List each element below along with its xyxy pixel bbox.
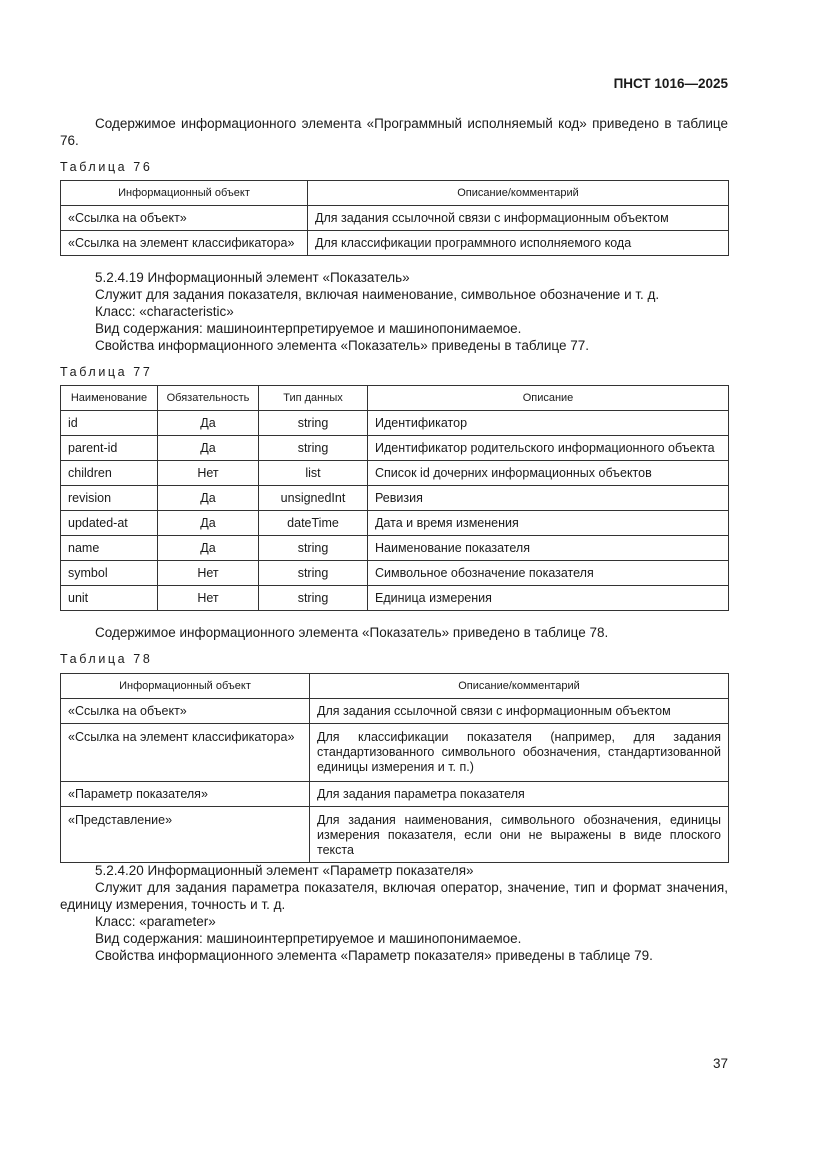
- table-header-row: [61, 674, 729, 699]
- table-cell: parent-id: [61, 436, 158, 461]
- section-heading-5-2-4-20: 5.2.4.20 Информационный элемент «Параметр показателя»: [95, 863, 474, 878]
- table-76: [60, 180, 729, 256]
- table-cell: Дата и время изменения: [368, 511, 729, 536]
- table-row: [61, 536, 729, 561]
- table-cell: Для задания ссылочной связи с информационным объектом: [310, 699, 729, 724]
- table-row: [61, 411, 729, 436]
- table-cell: Да: [158, 486, 259, 511]
- table-cell: revision: [61, 486, 158, 511]
- page-number: 37: [712, 1056, 728, 1071]
- section-purpose-line: Служит для задания показателя, включая наименование, символьное обозначение и т. д.: [95, 287, 660, 302]
- section-class-line: Класс: «parameter»: [95, 914, 216, 929]
- table-cell: string: [259, 411, 368, 436]
- table-cell: Наименование показателя: [368, 536, 729, 561]
- table-cell: list: [259, 461, 368, 486]
- table-row: [61, 807, 729, 863]
- table-row: [61, 724, 729, 782]
- table-cell: Да: [158, 411, 259, 436]
- column-header: Описание: [368, 386, 729, 411]
- document-code: ПНСТ 1016—2025: [613, 76, 728, 91]
- table-cell: string: [259, 536, 368, 561]
- table-cell: Да: [158, 536, 259, 561]
- table-row: [61, 782, 729, 807]
- column-header: Тип данных: [259, 386, 368, 411]
- table-cell: «Ссылка на элемент классификатора»: [61, 724, 310, 782]
- column-header: Информационный объект: [61, 181, 308, 206]
- table-cell: «Представление»: [61, 807, 310, 863]
- section-props-ref-line: Свойства информационного элемента «Показатель» приведены в таблице 77.: [95, 338, 589, 353]
- table-77-caption: Таблица 77: [60, 365, 153, 379]
- column-header: Обязательность: [158, 386, 259, 411]
- table-row: [61, 586, 729, 611]
- table-cell: Для задания параметра показателя: [310, 782, 729, 807]
- table-cell: string: [259, 561, 368, 586]
- section-content-kind-line: Вид содержания: машиноинтерпретируемое и машинопонимаемое.: [95, 321, 522, 336]
- table-cell: children: [61, 461, 158, 486]
- table-cell: Для классификации программного исполняемого кода: [308, 231, 729, 256]
- section-content-kind-line: Вид содержания: машиноинтерпретируемое и машинопонимаемое.: [95, 931, 522, 946]
- table-cell: Нет: [158, 461, 259, 486]
- section-purpose-paragraph: Служит для задания параметра показателя, включая оператор, значение, тип и формат значения, единицу измерения, точность и т. д.: [60, 880, 728, 912]
- table-cell: unsignedInt: [259, 486, 368, 511]
- intro-paragraph-table-76: Содержимое информационного элемента «Программный исполняемый код» приведено в таблице 76.: [60, 116, 728, 148]
- table-row: [61, 486, 729, 511]
- table-cell: «Ссылка на объект»: [61, 699, 310, 724]
- column-header: Информационный объект: [61, 674, 310, 699]
- table-cell: updated-at: [61, 511, 158, 536]
- table-cell: dateTime: [259, 511, 368, 536]
- section-props-ref-line: Свойства информационного элемента «Параметр показателя» приведены в таблице 79.: [95, 948, 653, 963]
- table-78: [60, 673, 729, 863]
- table-row: [61, 206, 729, 231]
- table-cell: «Ссылка на элемент классификатора»: [61, 231, 308, 256]
- table-cell: Ревизия: [368, 486, 729, 511]
- table-row: [61, 511, 729, 536]
- table-cell: string: [259, 586, 368, 611]
- table-cell: string: [259, 436, 368, 461]
- table-row: [61, 561, 729, 586]
- table-cell: Нет: [158, 561, 259, 586]
- intro-paragraph-table-78: Содержимое информационного элемента «Показатель» приведено в таблице 78.: [95, 625, 609, 640]
- table-cell: Да: [158, 436, 259, 461]
- table-cell: Да: [158, 511, 259, 536]
- column-header: Наименование: [61, 386, 158, 411]
- column-header: Описание/комментарий: [308, 181, 729, 206]
- section-class-line: Класс: «characteristic»: [95, 304, 234, 319]
- table-cell: Для задания наименования, символьного обозначения, единицы измерения показателя, если они не выражены в виде плоского текста: [310, 807, 729, 863]
- table-row: [61, 461, 729, 486]
- table-cell: «Параметр показателя»: [61, 782, 310, 807]
- table-row: [61, 231, 729, 256]
- table-cell: symbol: [61, 561, 158, 586]
- table-row: [61, 699, 729, 724]
- table-row: [61, 436, 729, 461]
- table-cell: Для классификации показателя (например, для задания стандартизованного символьного обозначения, стандартизованной единицы измерения и т. п.): [310, 724, 729, 782]
- table-78-caption: Таблица 78: [60, 652, 153, 666]
- table-header-row: [61, 181, 729, 206]
- table-cell: unit: [61, 586, 158, 611]
- table-cell: Для задания ссылочной связи с информационным объектом: [308, 206, 729, 231]
- table-cell: Идентификатор: [368, 411, 729, 436]
- table-cell: Нет: [158, 586, 259, 611]
- table-cell: Идентификатор родительского информационного объекта: [368, 436, 729, 461]
- table-cell: Единица измерения: [368, 586, 729, 611]
- table-77: [60, 385, 729, 611]
- section-heading-5-2-4-19: 5.2.4.19 Информационный элемент «Показатель»: [95, 270, 410, 285]
- table-cell: «Ссылка на объект»: [61, 206, 308, 231]
- table-cell: id: [61, 411, 158, 436]
- table-header-row: [61, 386, 729, 411]
- column-header: Описание/комментарий: [310, 674, 729, 699]
- table-cell: name: [61, 536, 158, 561]
- table-76-caption: Таблица 76: [60, 160, 153, 174]
- table-cell: Символьное обозначение показателя: [368, 561, 729, 586]
- table-cell: Список id дочерних информационных объектов: [368, 461, 729, 486]
